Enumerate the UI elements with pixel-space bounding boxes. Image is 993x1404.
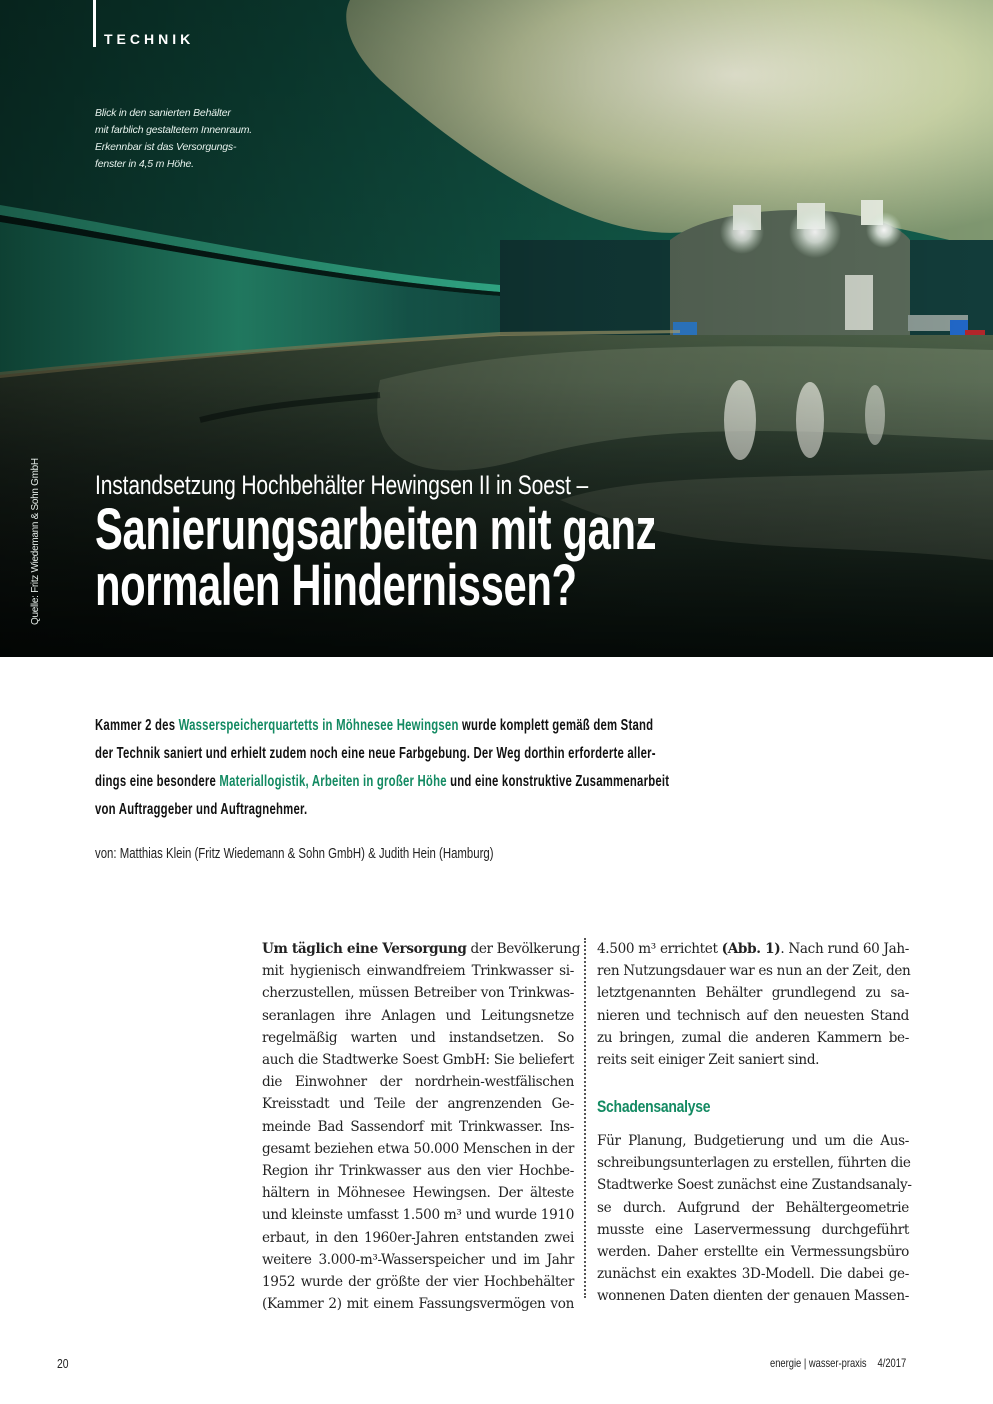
hero-photo: [0, 0, 993, 657]
lead-line: [95, 740, 805, 768]
body-line: Für Planung, Budgetierung und um die Aus-: [597, 1133, 909, 1149]
lead-text: wurde komplett gemäß dem Stand: [458, 717, 654, 734]
lead-line: [95, 796, 805, 824]
publication-name: energie | wasser-praxis: [770, 1356, 867, 1370]
headline-line: Sanierungsarbeiten mit ganz: [95, 497, 657, 562]
body-line: Stadtwerke Soest zunächst eine Zustandsanaly-: [597, 1177, 912, 1194]
lead-text: von Auftraggeber und Auftragnehmer.: [95, 801, 308, 818]
body-line: nieren und technisch auf den neuesten Stand: [597, 1007, 909, 1024]
caption-line: Erkennbar ist das Versorgungs-: [95, 141, 237, 153]
article-byline: von: Matthias Klein (Fritz Wiedemann & Sohn GmbH) & Judith Hein (Hamburg): [95, 845, 494, 862]
body-line: seranlagen ihre Anlagen und Leitungsnetze: [262, 1007, 574, 1024]
body-line: musste eine Laservermessung durchgeführt: [597, 1221, 909, 1238]
lead-line: [95, 712, 805, 740]
issue-number: 4/2017: [877, 1356, 907, 1370]
body-line: Kreisstadt und Teile der angrenzenden Ge-: [262, 1096, 574, 1113]
caption-line: fenster in 4,5 m Höhe.: [95, 158, 194, 170]
lead-highlight: Materiallogistik, Arbeiten in großer Höhe: [219, 773, 447, 790]
body-line: (Kammer 2) mit einem Fassungsvermögen von: [262, 1296, 574, 1313]
body-line: Region ihr Trinkwasser aus den vier Hochbe-: [262, 1163, 574, 1180]
footer-publication: [770, 1356, 906, 1370]
caption-line: Blick in den sanierten Behälter: [95, 107, 231, 119]
body-text: der Bevölkerung: [466, 941, 581, 957]
body-line: werden. Daher erstellte ein Vermessungsbüro: [597, 1244, 909, 1261]
body-line: 1952 wurde der größte der vier Hochbehälter: [262, 1274, 574, 1291]
body-line: ren Nutzungsdauer war es nun an der Zeit, den: [597, 963, 911, 980]
body-text: . Nach rund 60 Jah-: [780, 941, 910, 957]
body-column-left: [262, 938, 581, 1315]
body-line: [262, 938, 581, 960]
article-kicker: Instandsetzung Hochbehälter Hewingsen II in Soest –: [95, 470, 589, 500]
lead-text: dings eine besondere: [95, 773, 220, 790]
body-line: gesamt beziehen etwa 50.000 Menschen in der: [262, 1140, 574, 1157]
article-lead: [95, 712, 805, 824]
headline-line: normalen Hindernissen?: [95, 553, 577, 618]
column-divider: [584, 938, 586, 1298]
section-label: TECHNIK: [104, 31, 195, 47]
body-line: se durch. Aufgrund der Behältergeometrie: [597, 1199, 909, 1216]
body-line: und kleinste umfasst 1.500 m³ und wurde 1910: [262, 1207, 574, 1224]
page-number: 20: [57, 1356, 69, 1371]
lead-line: [95, 768, 805, 796]
lead-text: Kammer 2 des: [95, 717, 179, 734]
body-text: 4.500 m³ errichtet: [597, 941, 722, 957]
body-line: erbaut, in den 1960er-Jahren entstanden zwei: [262, 1229, 574, 1246]
body-line: weitere 3.000-m³-Wasserspeicher und im Jahr: [262, 1251, 574, 1268]
body-column-right-continued: [597, 1130, 912, 1308]
body-line: reits seit einiger Zeit saniert sind.: [597, 1052, 820, 1069]
section-rule: [93, 0, 96, 47]
body-line: die Einwohner der nordrhein-westfälischen: [262, 1074, 574, 1091]
body-line: mit hygienisch einwandfreiem Trinkwasser si-: [262, 963, 574, 980]
body-line: wonnenen Daten dienten der genauen Massen-: [597, 1288, 909, 1305]
photo-caption: [95, 105, 275, 173]
article-headline: [95, 497, 657, 618]
photo-credit: Quelle: Fritz Wiedemann & Sohn GmbH: [30, 458, 41, 625]
lead-highlight: Wasserspeicherquartetts in Möhnesee Hewingsen: [178, 717, 459, 734]
body-line: meinde Bad Sassendorf mit Trinkwasser. Ins-: [262, 1118, 574, 1135]
body-line: auch die Stadtwerke Soest GmbH: Sie beliefert: [262, 1052, 574, 1069]
body-line: letztgenannten Behälter grundlegend zu sa-: [597, 985, 909, 1002]
lead-text: und eine konstruktive Zusammenarbeit: [446, 773, 670, 790]
body-line: zunächst ein exaktes 3D-Modell. Die dabei ge-: [597, 1266, 909, 1283]
body-line: schreibungsunterlagen zu erstellen, führten die: [597, 1155, 911, 1172]
section-heading: Schadensanalyse: [597, 1097, 711, 1116]
body-line: zu bringen, zumal die anderen Kammern be-: [597, 1029, 909, 1046]
body-column-right: [597, 938, 909, 1071]
body-line: cherzustellen, müssen Betreiber von Trinkwas-: [262, 985, 574, 1002]
body-line: regelmäßig warten und instandsetzen. So: [262, 1029, 574, 1046]
body-line: [597, 938, 909, 960]
lead-in-bold: Um täglich eine Versorgung: [262, 941, 467, 957]
body-line: hältern in Möhnesee Hewingsen. Der älteste: [262, 1185, 574, 1202]
figure-reference: (Abb. 1): [721, 941, 781, 957]
lead-text: der Technik saniert und erhielt zudem noch eine neue Farbgebung. Der Weg dorthin erforderte aller-: [95, 745, 656, 762]
caption-line: mit farblich gestaltetem Innenraum.: [95, 124, 252, 136]
